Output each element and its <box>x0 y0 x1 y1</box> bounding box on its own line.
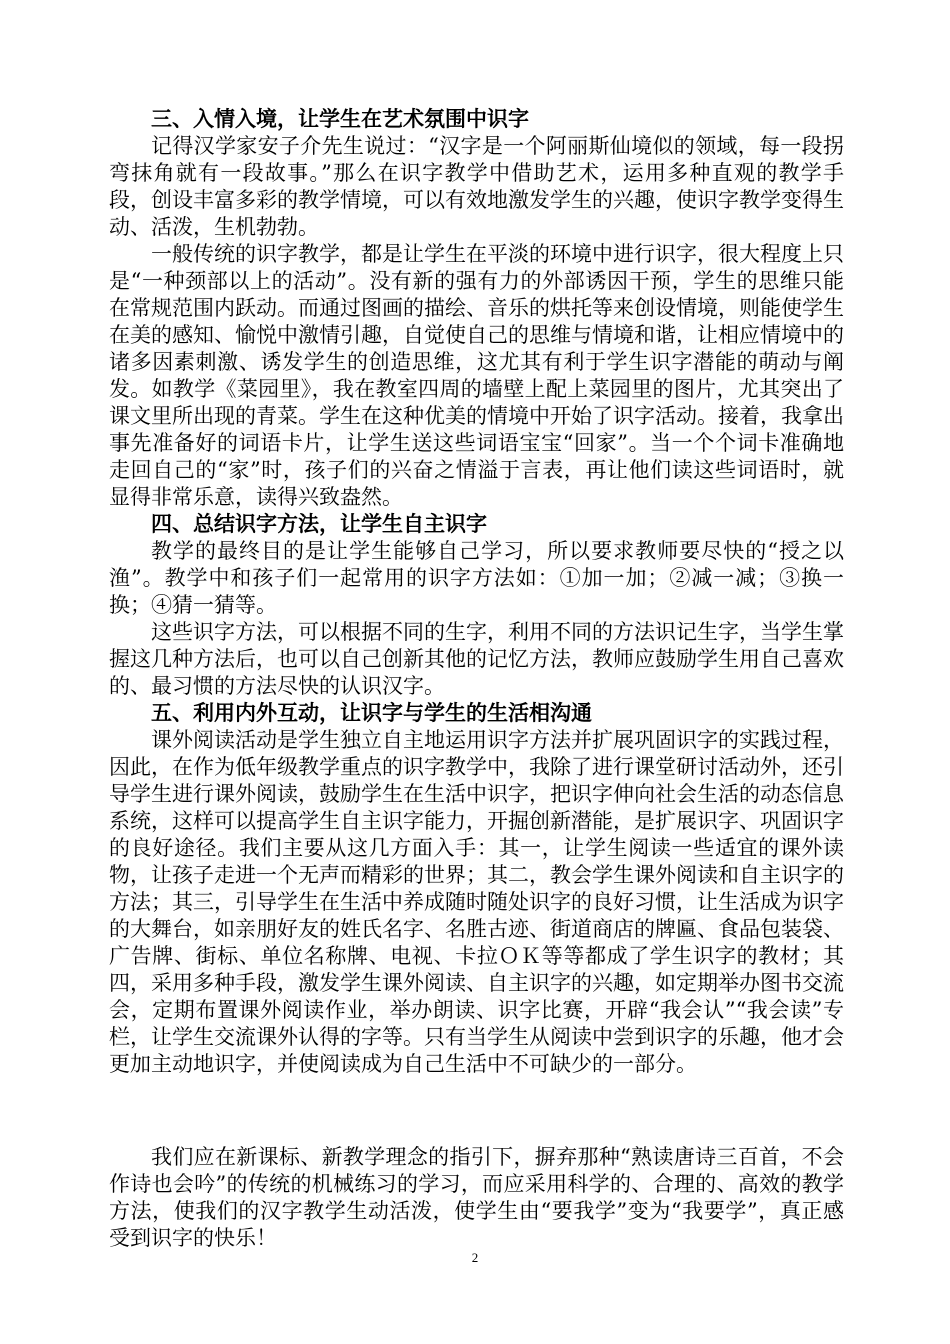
section-heading-3: 三、入情入境，让学生在艺术氛围中识字 <box>151 107 529 131</box>
page-number: 2 <box>471 1250 479 1265</box>
conclusion-paragraph: 我们应在新课标、新教学理念的指引下，摒弃那种“熟读唐诗三百首，不会作诗也会吟”的传统的机械练习的学习，而应采用科学的、合理的、高效的教学方法，使我们的汉字教学生动活泼，使学生由“要我学”变为“我要学”，真正感受到识字的快乐！ <box>109 1145 844 1250</box>
paragraph: 教学的最终目的是让学生能够自己学习，所以要求教师要尽快的“授之以渔”。教学中和孩子们一起常用的识字方法如：①加一加；②减一减；③换一换；④猜一猜等。 <box>109 539 844 617</box>
paragraph: 这些识字方法，可以根据不同的生字，利用不同的方法识记生字，当学生掌握这几种方法后，也可以自己创新其他的记忆方法，教师应鼓励学生用自己喜欢的、最习惯的方法尽快的认识汉字。 <box>109 620 844 698</box>
section-heading-5: 五、利用内外互动，让识字与学生的生活相沟通 <box>151 701 592 725</box>
paragraph: 一般传统的识字教学，都是让学生在平淡的环境中进行识字，很大程度上只是“一种颈部以上的活动”。没有新的强有力的外部诱因干预，学生的思维只能在常规范围内跃动。而通过图画的描绘、音乐的烘托等来创设情境，则能使学生在美的感知、愉悦中激情引趣，自觉使自己的思维与情境和谐，让相应情境中的诸多因素刺激、诱发学生的创造思维，这尤其有利于学生识字潜能的萌动与阐发。如教学《菜园里》，我在教室四周的墙壁上配上菜园里的图片，尤其突出了课文里所出现的青菜。学生在这种优美的情境中开始了识字活动。接着，我拿出事先准备好的词语卡片，让学生送这些词语宝宝“回家”。当一个个词卡准确地走回自己的“家”时，孩子们的兴奋之情溢于言表，再让他们读这些词语时，就显得非常乐意，读得兴致盎然。 <box>109 242 844 509</box>
paragraph: 记得汉学家安子介先生说过：“汉字是一个阿丽斯仙境似的领域，每一段拐弯抹角就有一段故事。”那么在识字教学中借助艺术，运用多种直观的教学手段，创设丰富多彩的教学情境，可以有效地激发学生的兴趣，使识字教学变得生动、活泼，生机勃勃。 <box>109 134 844 239</box>
blank-space <box>109 1078 844 1144</box>
section-heading-4: 四、总结识字方法，让学生自主识字 <box>151 512 487 536</box>
paragraph: 课外阅读活动是学生独立自主地运用识字方法并扩展巩固识字的实践过程，因此，在作为低年级教学重点的识字教学中，我除了进行课堂研讨活动外，还引导学生进行课外阅读，鼓励学生在生活中识字，把识字伸向社会生活的动态信息系统，这样可以提高学生自主识字能力，开掘创新潜能，是扩展识字、巩固识字的良好途径。我们主要从这几方面入手：其一，让学生阅读一些适宜的课外读物，让孩子走进一个无声而精彩的世界；其二，教会学生课外阅读和自主识字的方法；其三，引导学生在生活中养成随时随处识字的良好习惯，让生活成为识字的大舞台，如亲朋好友的姓氏名字、名胜古迹、街道商店的牌匾、食品包装袋、广告牌、街标、单位名称牌、电视、卡拉ＯＫ等等都成了学生识字的教材；其四，采用多种手段，激发学生课外阅读、自主识字的兴趣，如定期举办图书交流会，定期布置课外阅读作业，举办朗读、识字比赛，开辟“我会认”“我会读”专栏，让学生交流课外认得的字等。只有当学生从阅读中尝到识字的乐趣，他才会更加主动地识字，并使阅读成为自己生活中不可缺少的一部分。 <box>109 728 844 1076</box>
document-body <box>109 106 844 1252</box>
